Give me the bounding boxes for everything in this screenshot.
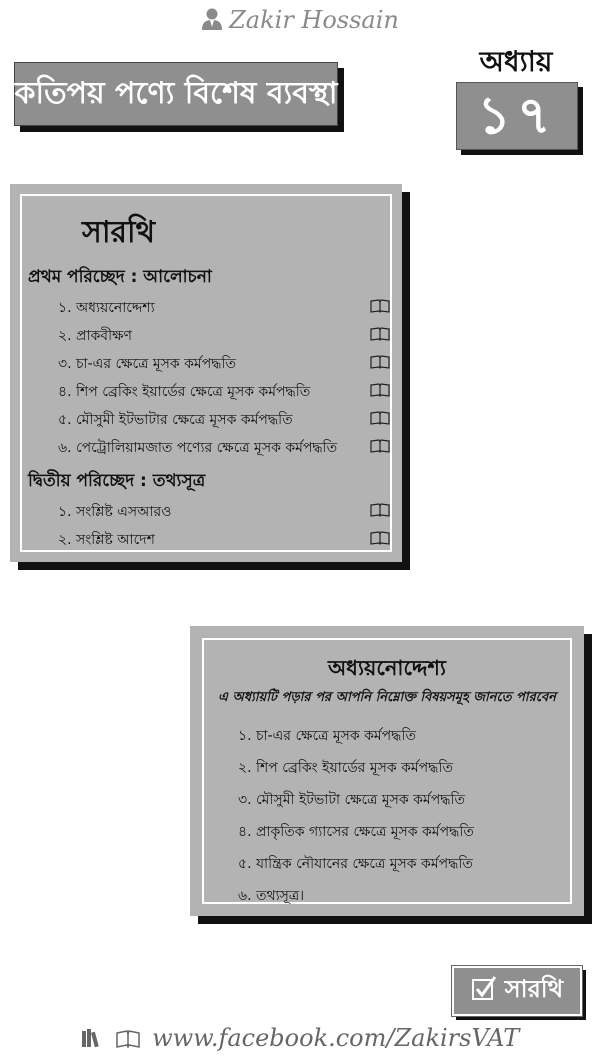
objective-item: ৩. মৌসুমী ইটভাটা ক্ষেত্রে মূসক কর্মপদ্ধতি (238, 792, 465, 808)
chapter-label: অধ্যায় (479, 45, 553, 78)
book-icon (370, 531, 390, 549)
book-icon (370, 327, 390, 345)
author-name: Zakir Hossain (229, 6, 399, 34)
toc-item[interactable] (58, 408, 390, 432)
toc-item[interactable] (58, 352, 390, 376)
objective-item: ৬. তথ্যসূত্র। (238, 888, 305, 904)
book-icon (370, 439, 390, 457)
chapter-number: ১৭ (456, 82, 578, 150)
book-icon (370, 383, 390, 401)
objectives-heading: অধ্যয়নোদ্দেশ্য (328, 656, 446, 680)
book-icon (116, 1026, 140, 1054)
objective-item: ৪. প্রাকৃতিক গ্যাসের ক্ষেত্রে মূসক কর্মপদ্ধতি (238, 824, 474, 840)
toc-item[interactable] (58, 380, 390, 404)
toc-panel (10, 184, 402, 562)
toc-inner-frame (20, 194, 392, 552)
toc-item-label: ১. সংশ্লিষ্ট এসআরও (58, 504, 172, 520)
author-line (0, 6, 600, 37)
book-icon (370, 355, 390, 373)
facebook-link[interactable]: www.facebook.com/ZakirsVAT (152, 1024, 520, 1052)
toc-item-label: ২. সংশ্লিষ্ট আদেশ (58, 532, 155, 548)
sarothi-button-label: সারথি (504, 975, 564, 1003)
toc-section-title: প্রথম পরিচ্ছেদ : আলোচনা (28, 267, 212, 287)
book-icon (370, 299, 390, 317)
toc-item[interactable] (58, 324, 390, 348)
toc-item-label: ১. অধ্যয়নোদ্দেশ্য (58, 300, 155, 316)
book-icon (370, 411, 390, 429)
objectives-intro: এ অধ্যায়টি পড়ার পর আপনি নিম্নোক্ত বিষয়সমূহ জানতে পারবেন (218, 690, 556, 705)
objective-item: ২. শিপ ব্রেকিং ইয়ার্ডের মূসক কর্মপদ্ধতি (238, 760, 453, 776)
footer-link-line (0, 1024, 600, 1054)
chapter-title: কতিপয় পণ্যে বিশেষ ব্যবস্থা (14, 62, 338, 126)
person-icon (201, 7, 223, 37)
books-icon (81, 1026, 105, 1054)
objectives-panel (190, 626, 584, 916)
toc-item-label: ৪. শিপ ব্রেকিং ইয়ার্ডের ক্ষেত্রে মূসক কর্মপদ্ধতি (58, 384, 311, 400)
objective-item: ১. চা-এর ক্ষেত্রে মূসক কর্মপদ্ধতি (238, 728, 416, 744)
toc-item[interactable] (58, 296, 390, 320)
sarothi-button[interactable] (452, 966, 582, 1016)
toc-item-label: ৬. পেট্রোলিয়ামজাত পণ্যের ক্ষেত্রে মূসক কর্মপদ্ধতি (58, 440, 338, 456)
toc-item-label: ৫. মৌসুমী ইটভাটার ক্ষেত্রে মূসক কর্মপদ্ধতি (58, 412, 293, 428)
toc-item-label: ২. প্রাকবীক্ষণ (58, 328, 132, 344)
toc-item[interactable] (58, 436, 390, 460)
toc-heading: সারথি (82, 215, 156, 250)
toc-item-label: ৩. চা-এর ক্ষেত্রে মূসক কর্মপদ্ধতি (58, 356, 236, 372)
objective-item: ৫. যান্ত্রিক নৌযানের ক্ষেত্রে মূসক কর্মপদ্ধতি (238, 856, 473, 872)
toc-item[interactable] (58, 500, 390, 524)
toc-section-title: দ্বিতীয় পরিচ্ছেদ : তথ্যসূত্র (28, 471, 206, 491)
toc-item[interactable] (58, 528, 390, 552)
checkbox-icon (471, 975, 497, 1007)
book-icon (370, 503, 390, 521)
objectives-inner-frame (202, 638, 572, 904)
